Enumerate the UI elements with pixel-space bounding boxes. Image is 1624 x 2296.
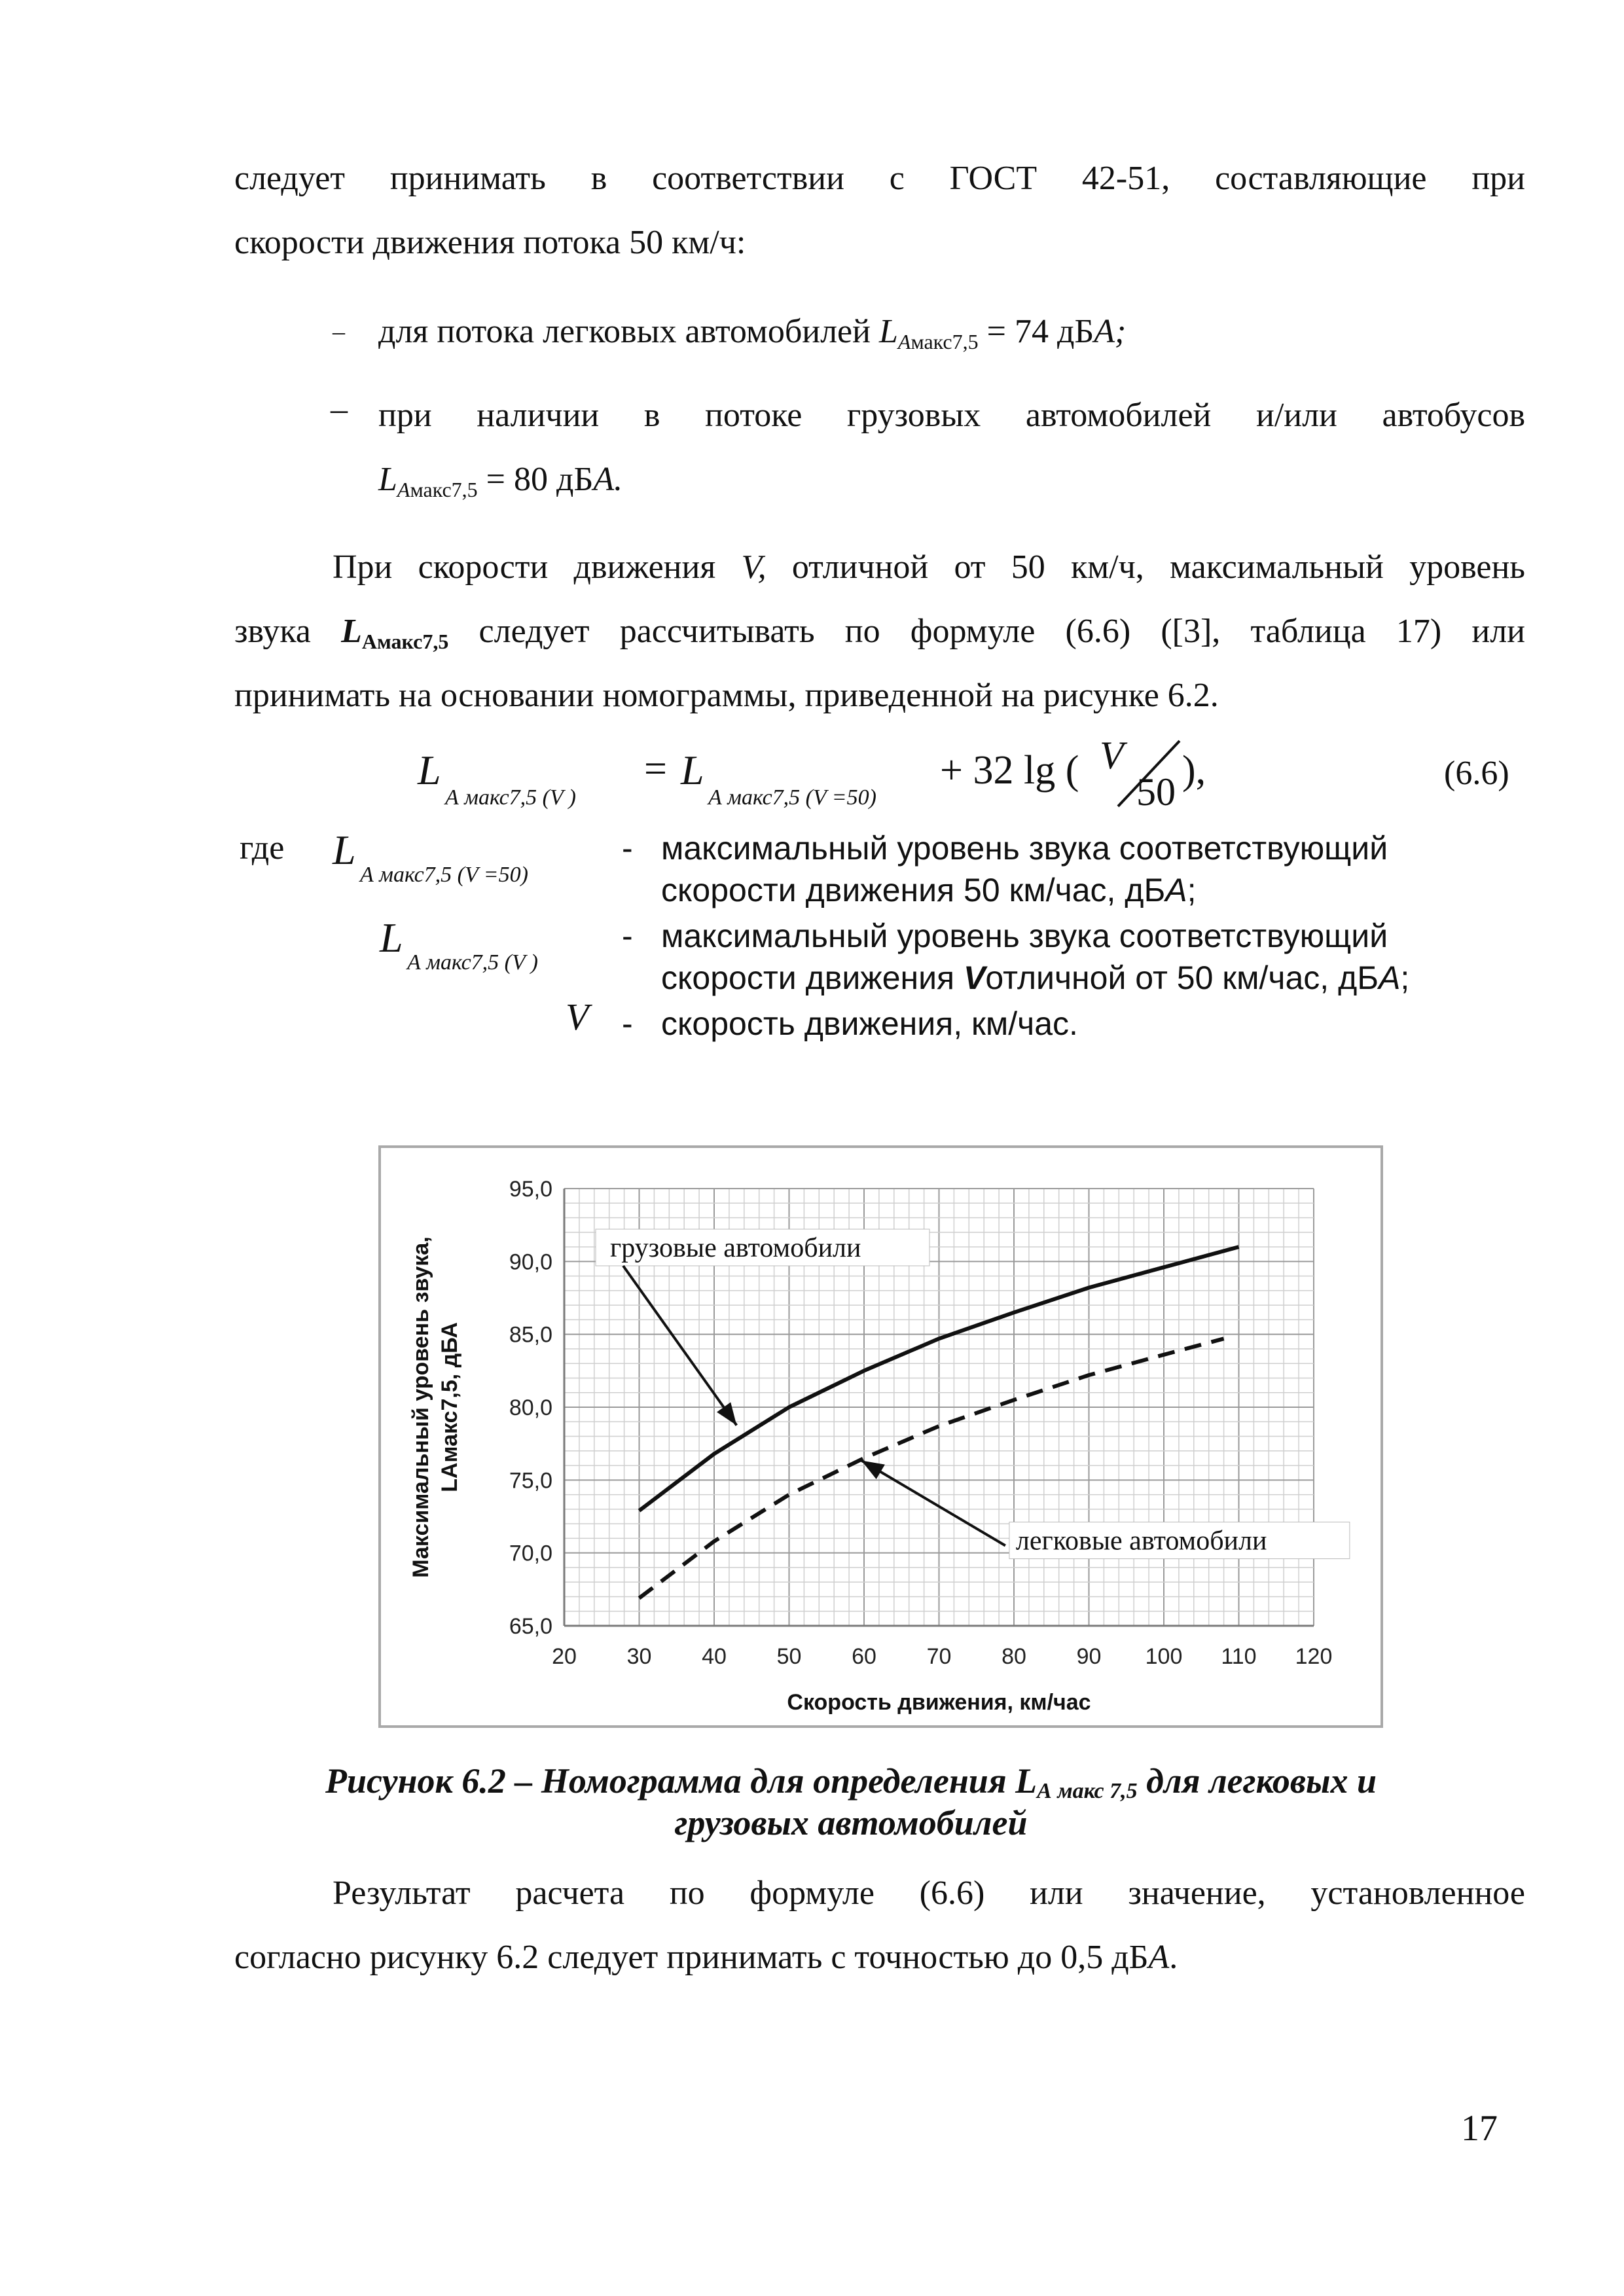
formula-log-term: + 32 lg ( — [940, 748, 1079, 793]
x-tick-label: 40 — [702, 1644, 727, 1669]
bullet-1-marker: – — [333, 318, 345, 346]
x-tick-label: 30 — [626, 1644, 652, 1669]
where-item-2-desc-line-1: максимальный уровень звука соответствующий — [661, 918, 1388, 954]
where-item-2-desc-line-2: скорости движения Vотличной от 50 км/час, дБА; — [661, 960, 1410, 996]
y-tick-label: 70,0 — [509, 1541, 552, 1566]
page-number: 17 — [1461, 2108, 1498, 2149]
annotation-label-cars: легковые автомобили — [1015, 1526, 1267, 1556]
paragraph-1-line-2: скорости движения потока 50 км/ч: — [234, 224, 746, 261]
annotation-arrow-cars-head — [861, 1460, 885, 1479]
formula-number: (6.6) — [1444, 755, 1509, 792]
figure-caption-line-2: грузовых автомобилей — [674, 1803, 1028, 1842]
formula-fraction-numerator: V — [1100, 734, 1124, 777]
formula-lhs-subscript: А макс7,5 (V ) — [445, 785, 576, 810]
where-item-1-desc-line-1: максимальный уровень звука соответствующий — [661, 830, 1388, 867]
paragraph-2-line-1: При скорости движения V, отличной от 50 км/ч, максимальный уровень — [333, 548, 1525, 586]
formula-fraction-denominator: 50 — [1136, 770, 1176, 814]
paragraph-3-line-2: согласно рисунку 6.2 следует принимать с точностью до 0,5 дБА. — [234, 1939, 1178, 1976]
where-item-1-dash: - — [622, 830, 633, 867]
figure-caption-line-1: Рисунок 6.2 – Номограмма для определения $L_{А макс 7,5}$ для легковых и — [325, 1761, 1377, 1803]
bullet-2-marker: – — [331, 391, 348, 428]
formula-rhs-subscript: А макс7,5 (V =50) — [708, 785, 876, 810]
x-tick-label: 20 — [552, 1644, 577, 1669]
x-tick-label: 110 — [1221, 1644, 1257, 1669]
nomogram-chart — [381, 1148, 1380, 1725]
y-tick-label: 90,0 — [509, 1249, 552, 1275]
y-axis-title-line-1: Максимальный уровень звука, — [408, 1236, 433, 1578]
bullet-1: для потока легковых автомобилей $L_{Aмакс7,5} = 74$ дБA; — [378, 313, 1127, 353]
y-tick-label: 65,0 — [509, 1614, 552, 1639]
where-item-1-subscript: А макс7,5 (V =50) — [360, 863, 528, 887]
where-item-3-symbol: V — [566, 996, 589, 1038]
x-tick-label: 100 — [1145, 1644, 1183, 1669]
formula-equals: = — [644, 747, 667, 791]
formula-close: ), — [1182, 748, 1206, 793]
paragraph-2-line-2: звука $L_{Амакс7,5}$ следует рассчитывать по формуле (6.6) ([3], таблица 17) или — [234, 613, 1526, 653]
x-axis-title: Скорость движения, км/час — [787, 1690, 1091, 1715]
paragraph-2-line-3: принимать на основании номограммы, приведенной на рисунке 6.2. — [234, 677, 1219, 714]
paragraph-1-line-1: следует принимать в соответствии с ГОСТ 42-51, составляющие при — [234, 160, 1525, 197]
where-item-2-dash: - — [622, 918, 633, 954]
where-item-1-desc-line-2: скорости движения 50 км/час, дБА; — [661, 872, 1197, 908]
paragraph-3-line-1: Результат расчета по формуле (6.6) или значение, установленное — [333, 1874, 1525, 1912]
where-item-2-symbol: L — [380, 914, 403, 961]
annotation-label-trucks: грузовые автомобили — [610, 1233, 861, 1263]
x-tick-label: 90 — [1076, 1644, 1102, 1669]
where-item-3-dash: - — [622, 1005, 633, 1042]
bullet-2-line-2: $L_{Aмакс7,5} = 80$ дБA. — [378, 461, 623, 501]
y-tick-label: 95,0 — [509, 1177, 552, 1202]
chart-frame — [378, 1145, 1383, 1728]
x-tick-label: 50 — [776, 1644, 802, 1669]
x-tick-label: 80 — [1001, 1644, 1026, 1669]
where-item-3-desc: скорость движения, км/час. — [661, 1005, 1078, 1042]
where-item-2-subscript: А макс7,5 (V ) — [407, 950, 538, 975]
where-label: где — [240, 829, 285, 867]
y-tick-label: 85,0 — [509, 1322, 552, 1348]
where-item-1-symbol: L — [333, 827, 356, 873]
y-axis-title-line-2: LАмакс7,5, дБА — [437, 1322, 462, 1492]
y-tick-label: 75,0 — [509, 1468, 552, 1494]
y-tick-label: 80,0 — [509, 1395, 552, 1420]
x-tick-label: 60 — [852, 1644, 876, 1669]
formula-rhs-symbol: L — [681, 747, 704, 793]
formula-lhs-symbol: L — [418, 747, 441, 793]
x-tick-label: 120 — [1295, 1644, 1333, 1669]
annotation-arrow-trucks — [623, 1266, 736, 1426]
bullet-2-line-1: при наличии в потоке грузовых автомобилей и/или автобусов — [378, 397, 1525, 434]
x-tick-label: 70 — [926, 1644, 952, 1669]
